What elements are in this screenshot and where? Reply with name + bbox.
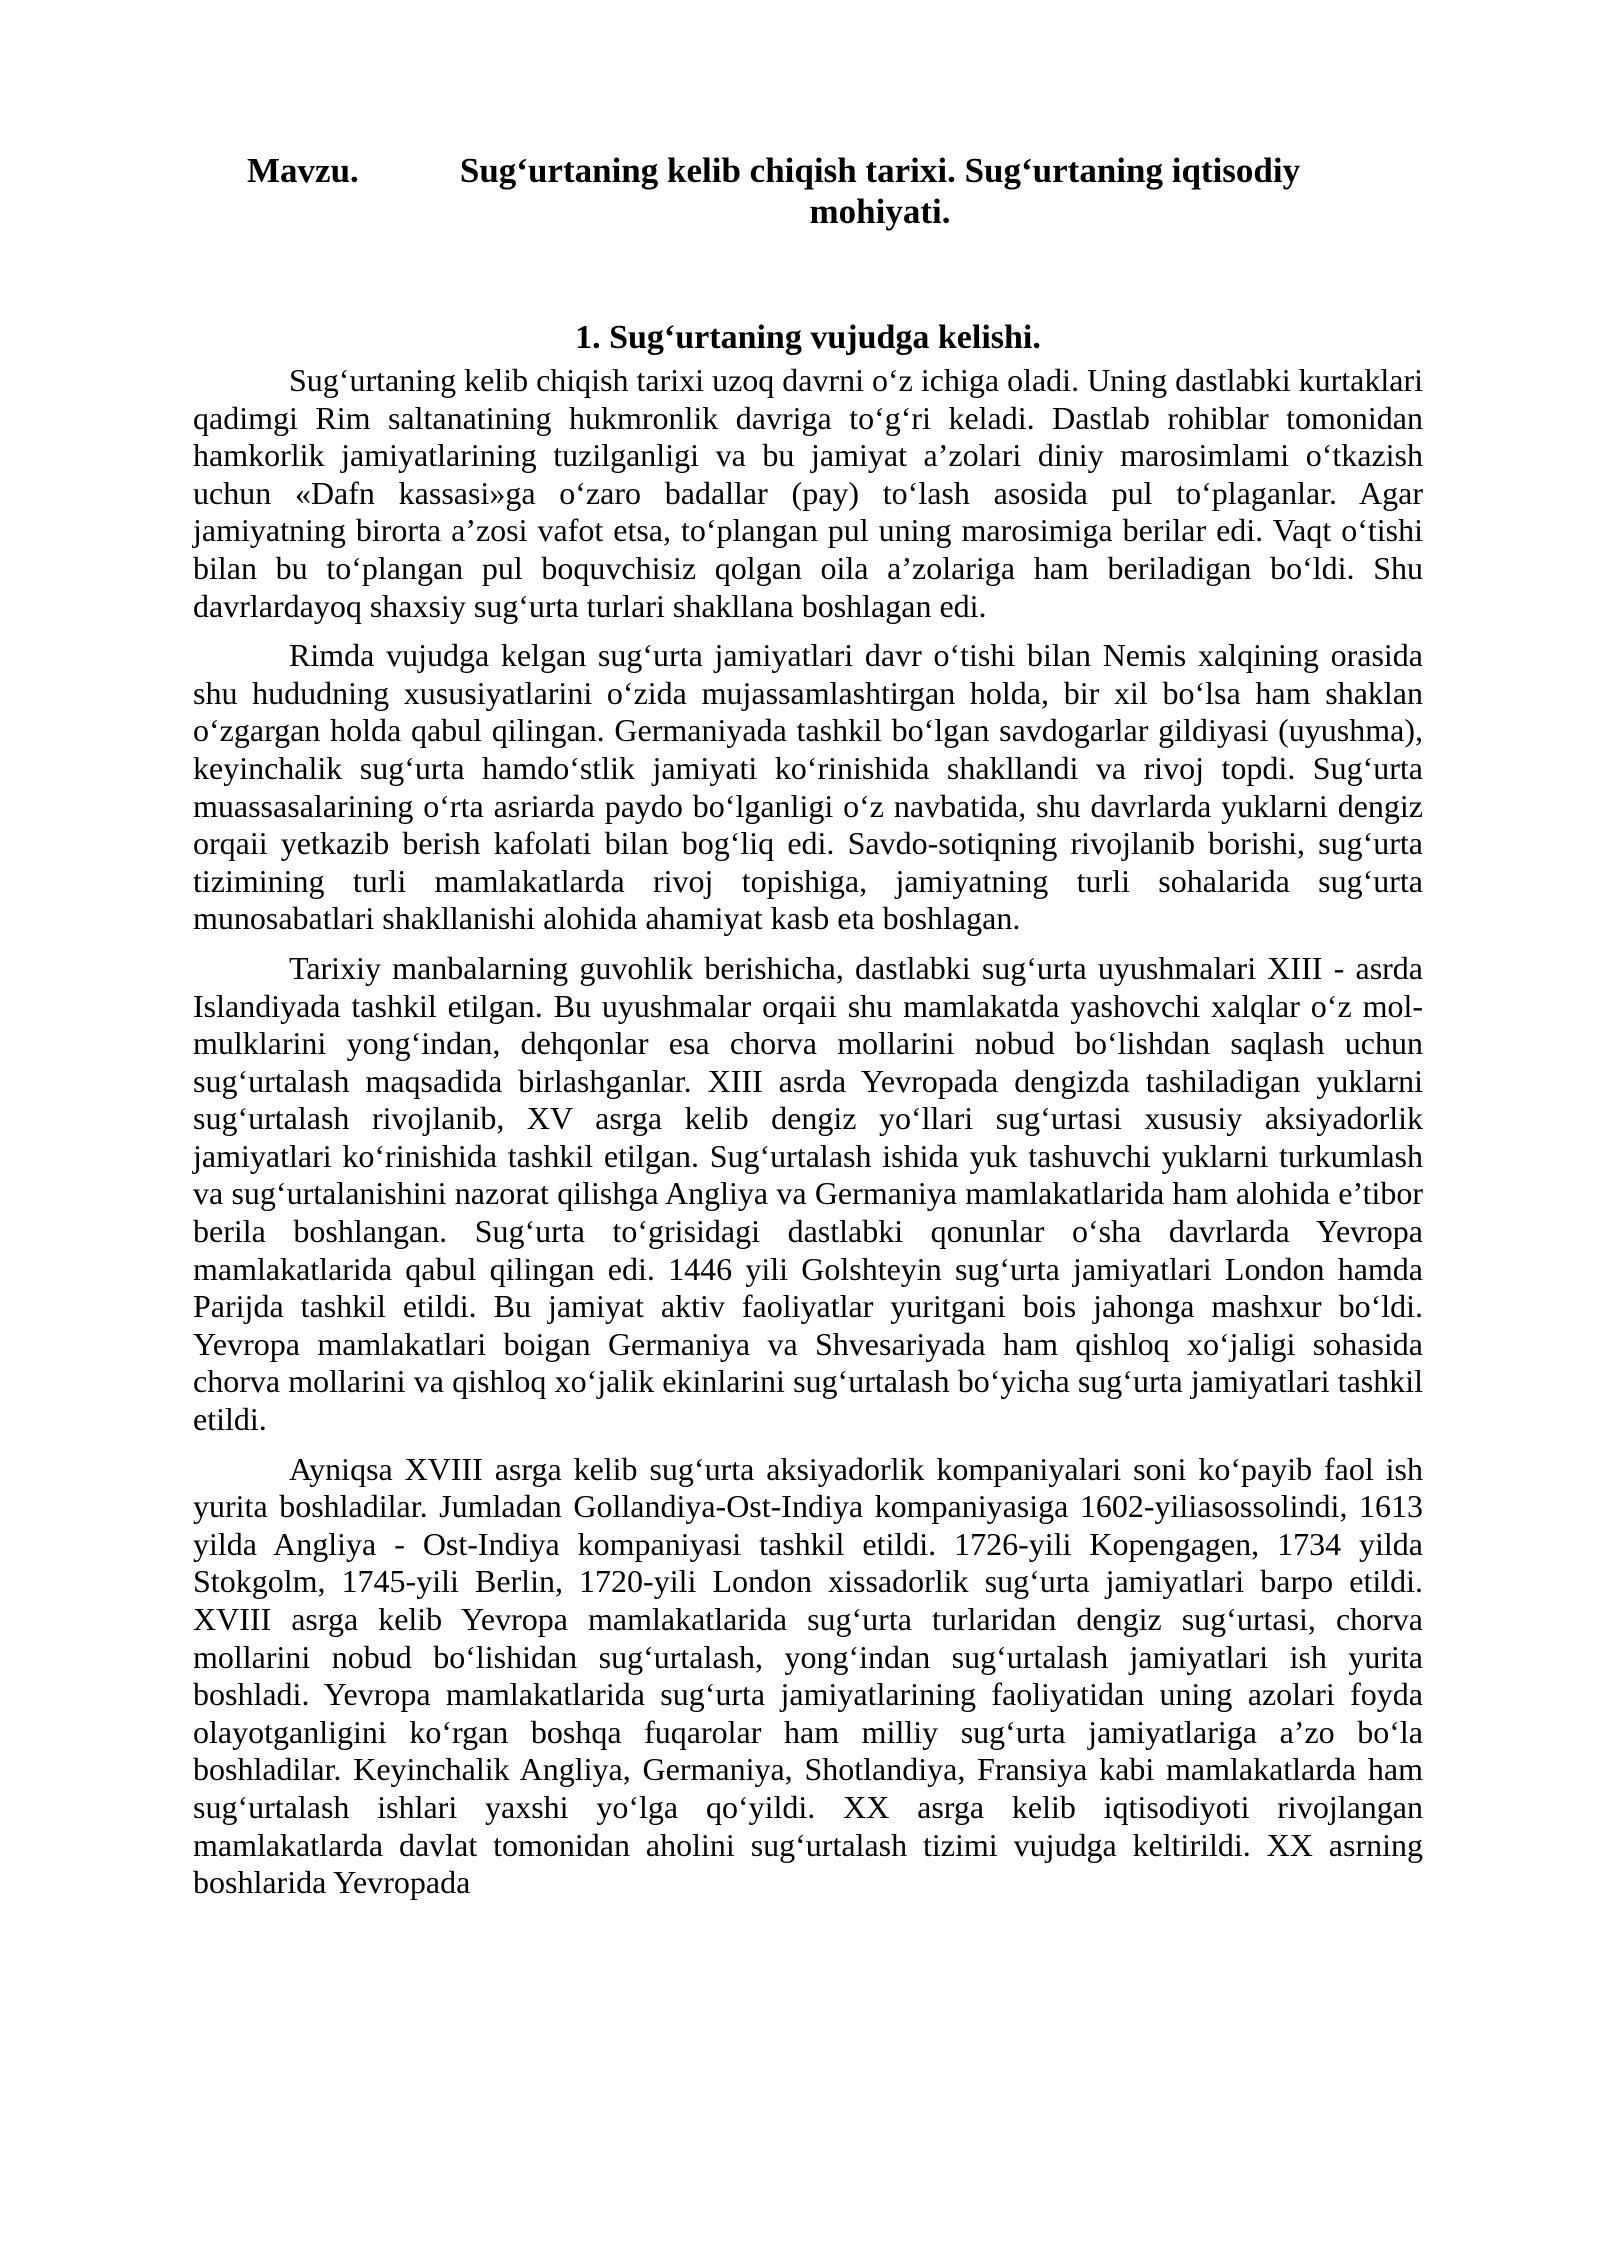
title-text: Sug‘urtaning kelib chiqish tarixi. Sug‘urtaning iqtisodiy mohiyati. [459, 151, 1301, 231]
paragraph-4: Ayniqsa XVIII asrga kelib sug‘urta aksiyadorlik kompaniyalari soni ko‘payib faol ish yurita boshladilar. Jumladan Gollandiya-Ost-Indiya kompaniyasiga 1602-yiliasossolindi, 1613 yilda Angliya - Ost-Indiya kompaniyasi tashkil etildi. 1726-yili Kopengagen, 1734 yilda Stokgolm, 1745-yili Berlin, 1720-yili London xissadorlik sug‘urta jamiyatlari barpo etildi. XVIII asrga kelib Yevropa mamlakatlarida sug‘urta turlaridan dengiz sug‘urtasi, chorva mollarini nobud bo‘lishidan sug‘urtalash, yong‘indan sug‘urtalash jamiyatlari ish yurita boshladi. Yevropa mamlakatlarida sug‘urta jamiyatlarining faoliyatidan uning azolari foyda olayotganligini ko‘rgan boshqa fuqarolar ham milliy sug‘urta jamiyatlariga a’zo bo‘la boshladilar. Keyinchalik Angliya, Germaniya, Shotlandiya, Fransiya kabi mamlakatlarda ham sug‘urtalash ishlari yaxshi yo‘lga qo‘yildi. XX asrga kelib iqtisodiyoti rivojlangan mamlakatlarda davlat tomonidan aholini sug‘urtalash tizimi vujudga keltirildi. XX asrning boshlarida Yevropada [193, 1450, 1423, 1901]
document-page [193, 150, 1423, 1902]
paragraph-3: Tarixiy manbalarning guvohlik berishicha, dastlabki sug‘urta uyushmalari XIII - asrda Islandiyada tashkil etilgan. Bu uyushmalar orqaii shu mamlakatda yashovchi xalqlar o‘z mol-mulklarini yong‘indan, dehqonlar esa chorva mollarini nobud bo‘lishdan saqlash uchun sug‘urtalash maqsadida birlashganlar. XIII asrda Yevropada dengizda tashiladigan yuklarni sug‘urtalash rivojlanib, XV asrga kelib dengiz yo‘llari sug‘urtasi xususiy aksiyadorlik jamiyatlari ko‘rinishida tashkil etilgan. Sug‘urtalash ishida yuk tashuvchi yuklarni turkumlash va sug‘urtalanishini nazorat qilishga Angliya va Germaniya mamlakatlarida ham alohida e’tibor berila boshlangan. Sug‘urta to‘grisidagi dastlabki qonunlar o‘sha davrlarda Yevropa mamlakatlarida qabul qilingan edi. 1446 yili Golshteyin sug‘urta jamiyatlari London hamda Parijda tashkil etildi. Bu jamiyat aktiv faoliyatlar yuritgani bois jahonga mashxur bo‘ldi. Yevropa mamlakatlari boigan Germaniya va Shvesariyada ham qishloq xo‘jaligi sohasida chorva mollarini va qishloq xo‘jalik ekinlarini sug‘urtalash bo‘yicha sug‘urta jamiyatlari tashkil etildi. [193, 949, 1423, 1438]
paragraph-2: Rimda vujudga kelgan sug‘urta jamiyatlari davr o‘tishi bilan Nemis xalqining orasida shu hududning xususiyatlarini o‘zida mujassamlashtirgan holda, bir xil bo‘lsa ham shaklan o‘zgargan holda qabul qilingan. Germaniyada tashkil bo‘lgan savdogarlar gildiyasi (uyushma), keyinchalik sug‘urta hamdo‘stlik jamiyati ko‘rinishida shakllandi va rivoj topdi. Sug‘urta muassasalarining o‘rta asriarda paydo bo‘lganligi o‘z navbatida, shu davrlarda yuklarni dengiz orqaii yetkazib berish kafolati bilan bog‘liq edi. Savdo-sotiqning rivojlanib borishi, sug‘urta tizimining turli mamlakatlarda rivoj topishiga, jamiyatning turli sohalarida sug‘urta munosabatlari shakllanishi alohida ahamiyat kasb eta boshlagan. [193, 637, 1423, 937]
title-label: Mavzu. [247, 151, 359, 190]
paragraph-1: Sug‘urtaning kelib chiqish tarixi uzoq davrni o‘z ichiga oladi. Uning dastlabki kurtaklari qadimgi Rim saltanatining hukmronlik davriga to‘g‘ri keladi. Dastlab rohiblar tomonidan hamkorlik jamiyatlarining tuzilganligi va bu jamiyat a’zolari diniy marosimlami o‘tkazish uchun «Dafn kassasi»ga o‘zaro badallar (pay) to‘lash asosida pul to‘plaganlar. Agar jamiyatning birorta a’zosi vafot etsa, to‘plangan pul uning marosimiga berilar edi. Vaqt o‘tishi bilan bu to‘plangan pul boquvchisiz qolgan oila a’zolariga ham beriladigan bo‘ldi. Shu davrlardayoq shaxsiy sug‘urta turlari shakllana boshlagan edi. [193, 362, 1423, 624]
document-title [193, 150, 1423, 232]
section-heading: 1. Sug‘urtaning vujudga kelishi. [575, 319, 1041, 356]
